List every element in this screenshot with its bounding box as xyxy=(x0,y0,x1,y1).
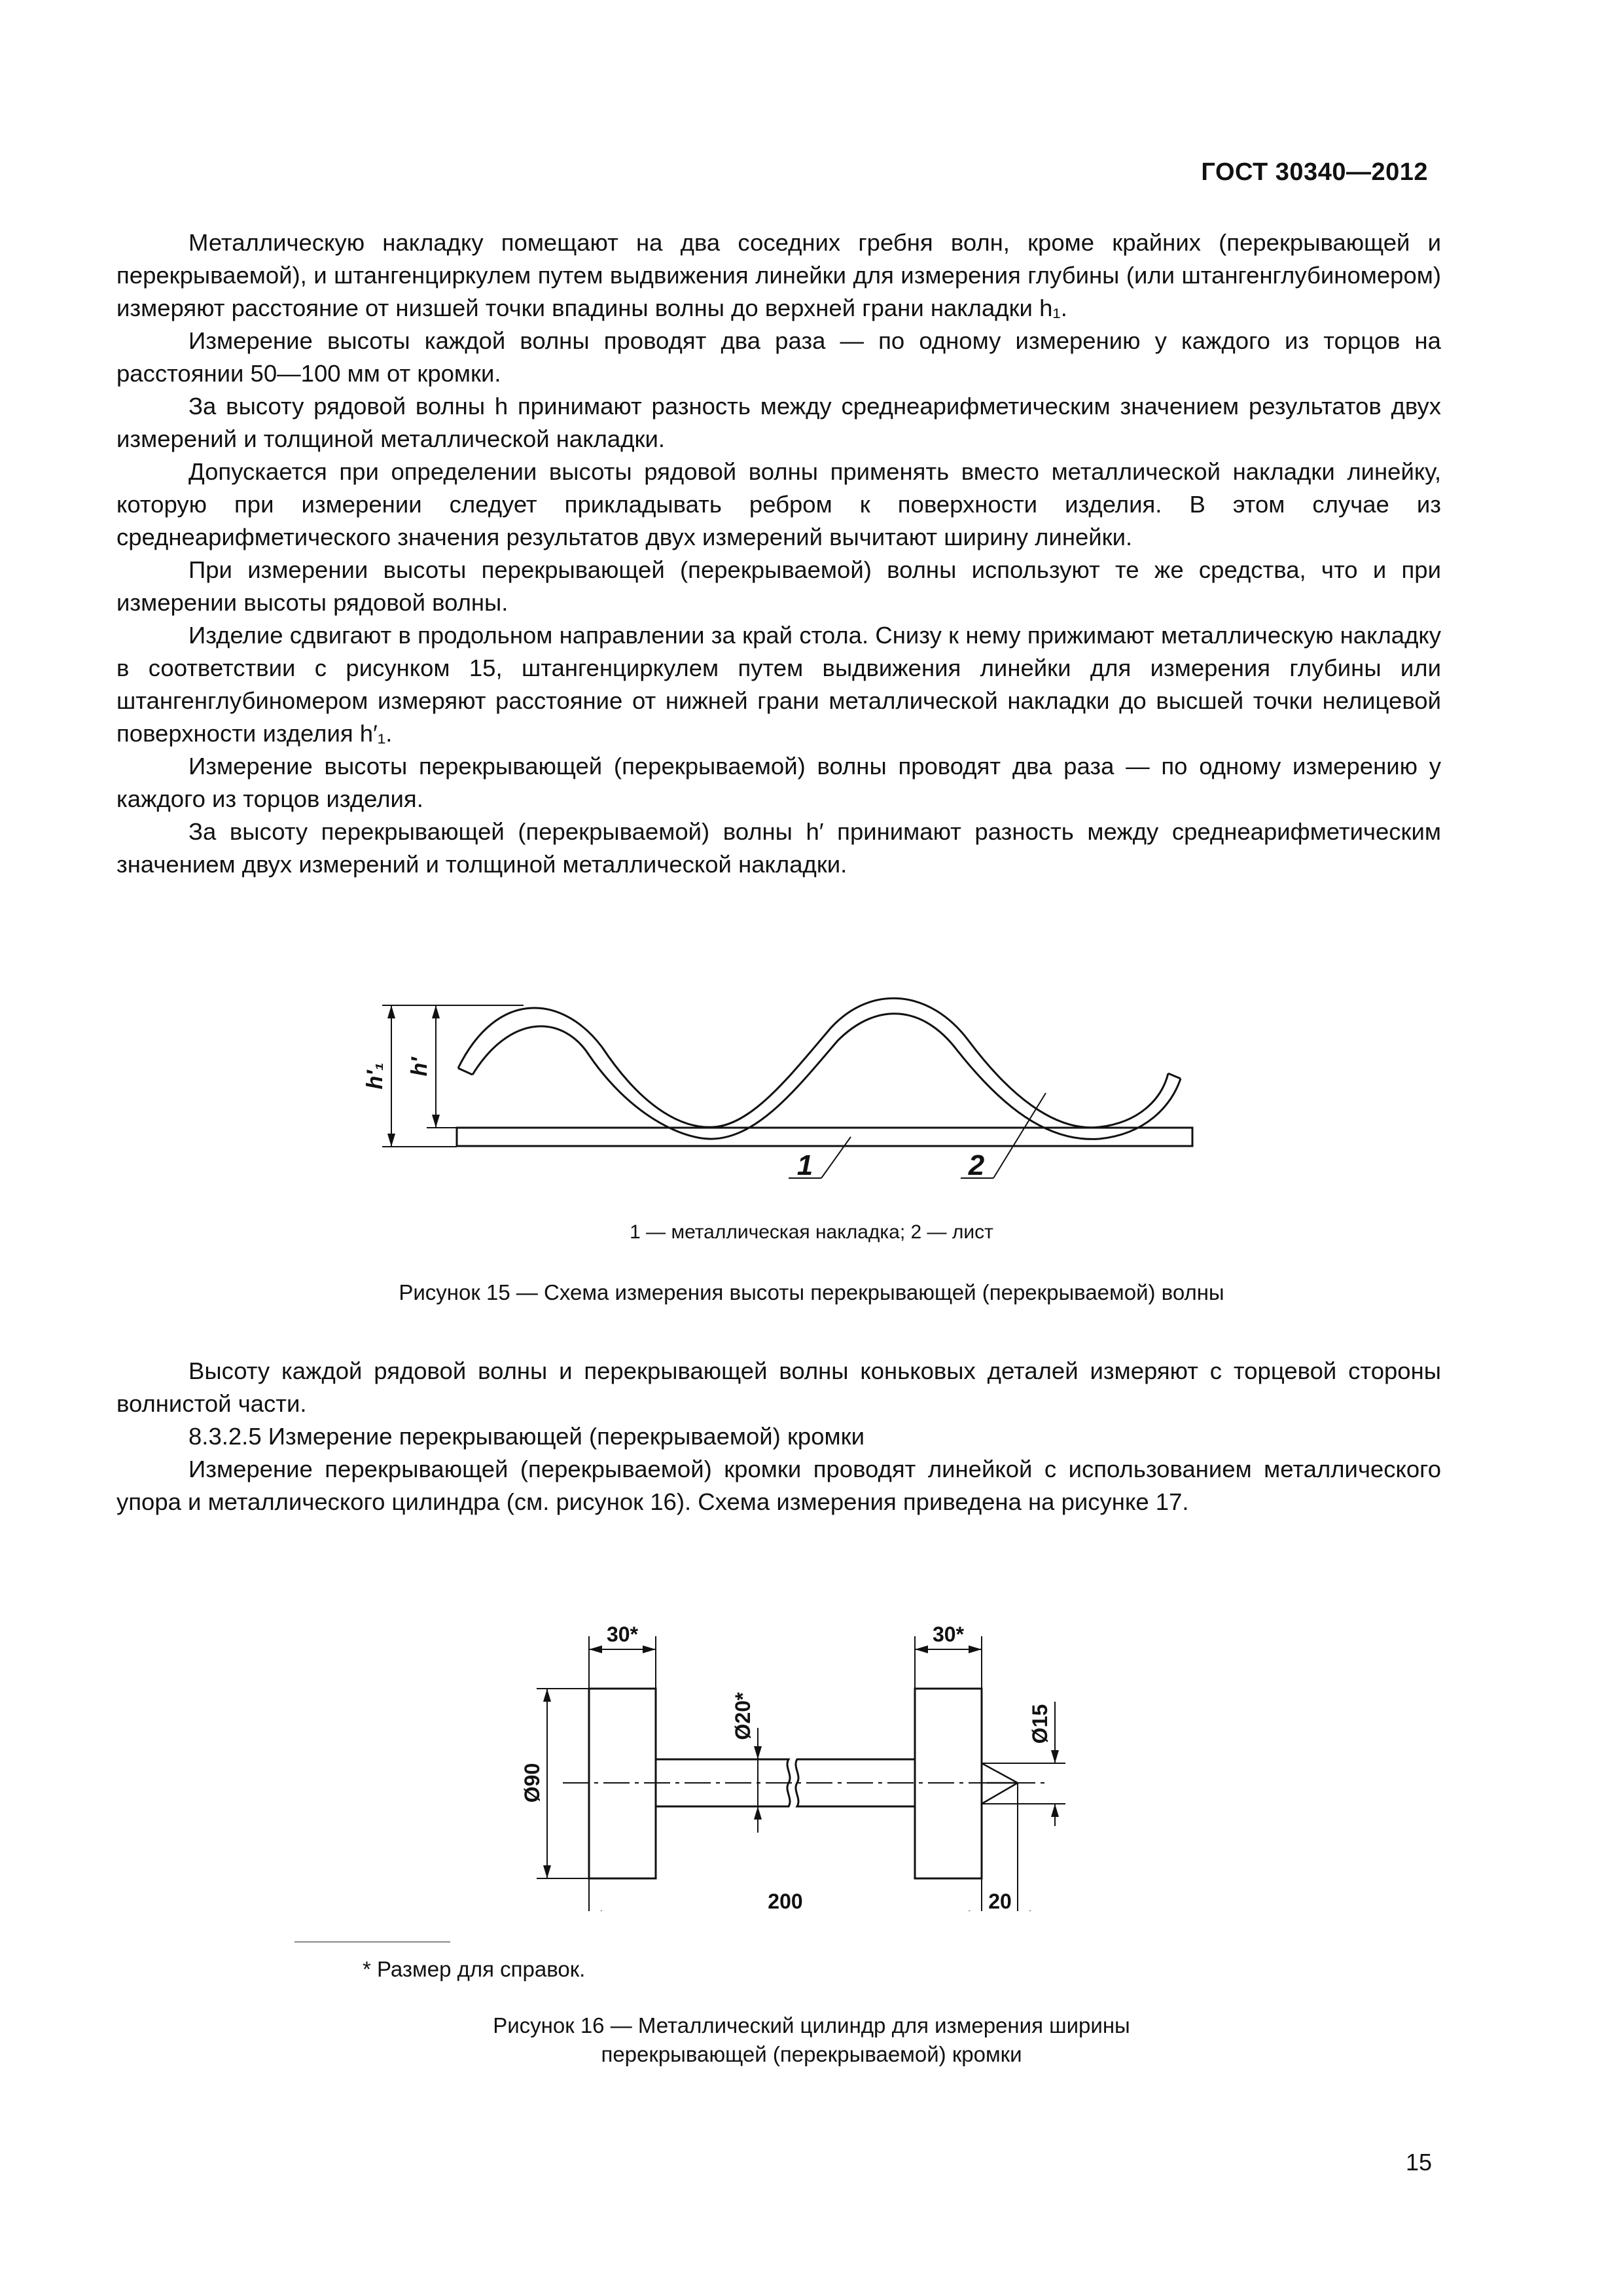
paragraph: Изделие сдвигают в продольном направлении за край стола. Снизу к нему прижимают металлическую накладку в соответствии с рисунком 15, штангенциркулем путем выдвижения линейки для измерения глубины или штангенглубиномером измеряют расстояние от нижней грани металлической накладки до высшей точки нелицевой поверхности изделия h′₁. xyxy=(116,622,1441,747)
dim-left-width: 30* xyxy=(606,1623,639,1646)
body-text-top xyxy=(116,226,1441,881)
paragraph: Измерение перекрывающей (перекрываемой) кромки проводят линейкой с использованием металлического упора и металлического цилиндра (см. рисунок 16). Схема измерения приведена на рисунке 17. xyxy=(116,1456,1441,1515)
figure-16-caption-line1: Рисунок 16 — Металлический цилиндр для измерения ширины xyxy=(493,2013,1130,2037)
paragraph: Металлическую накладку помещают на два соседних гребня волн, кроме крайних (перекрывающей и перекрываемой), и штангенциркулем путем выдвижения линейки для измерения глубины (или штангенглубиномером) измеряют расстояние от низшей точки впадины волны до верхней грани накладки h₁. xyxy=(116,229,1441,321)
label-h: h′ xyxy=(407,1057,432,1077)
figure-16-caption-line2: перекрывающей (перекрываемой) кромки xyxy=(601,2042,1022,2066)
wave-sheet-outer xyxy=(458,998,1168,1127)
paragraph: Измерение высоты перекрывающей (перекрываемой) волны проводят два раза — по одному измерению у каждого из торцов изделия. xyxy=(116,753,1441,812)
page-number: 15 xyxy=(1405,2149,1432,2176)
footnote-divider xyxy=(294,1941,450,1943)
dim-diameter-20: Ø20* xyxy=(731,1692,755,1740)
metal-plate xyxy=(457,1128,1192,1146)
dim-right-width: 30* xyxy=(932,1623,965,1646)
figure-15-wave-diagram xyxy=(353,962,1230,1224)
dim-length-20: 20 xyxy=(988,1890,1012,1911)
paragraph: Высоту каждой рядовой волны и перекрывающей волны коньковых деталей измеряют с торцевой стороны волнистой части. xyxy=(116,1357,1441,1417)
callout-2: 2 xyxy=(968,1149,985,1181)
section-heading: 8.3.2.5 Измерение перекрывающей (перекрываемой) кромки xyxy=(188,1423,865,1450)
dim-diameter-15: Ø15 xyxy=(1028,1704,1052,1744)
body-text-middle xyxy=(116,1355,1441,1518)
paragraph: При измерении высоты перекрывающей (перекрываемой) волны используют те же средства, что и при измерении высоты рядовой волны. xyxy=(116,556,1441,616)
standard-header: ГОСТ 30340—2012 xyxy=(1201,158,1428,186)
figure-16-cylinder-drawing xyxy=(497,1617,1086,1911)
figure-15-caption: Рисунок 15 — Схема измерения высоты перекрывающей (перекрываемой) волны xyxy=(399,1280,1224,1304)
figure-15-legend: 1 — металлическая накладка; 2 — лист xyxy=(630,1221,993,1243)
footnote: * Размер для справок. xyxy=(363,1957,586,1981)
paragraph: За высоту перекрывающей (перекрываемой) волны h′ принимают разность между среднеарифметическим значением двух измерений и толщиной металлической накладки. xyxy=(116,818,1441,878)
dim-diameter-90: Ø90 xyxy=(520,1763,544,1803)
label-h1: h′₁ xyxy=(363,1062,387,1090)
dim-length-200: 200 xyxy=(768,1890,803,1911)
paragraph: Допускается при определении высоты рядовой волны применять вместо металлической накладки линейку, которую при измерении следует прикладывать ребром к поверхности изделия. В этом случае из среднеарифметического значения результатов двух измерений вычитают ширину линейки. xyxy=(116,458,1441,550)
paragraph: За высоту рядовой волны h принимают разность между среднеарифметическим значением результатов двух измерений и толщиной металлической накладки. xyxy=(116,393,1441,452)
callout-1: 1 xyxy=(796,1149,813,1181)
paragraph: Измерение высоты каждой волны проводят два раза — по одному измерению у каждого из торцов на расстоянии 50—100 мм от кромки. xyxy=(116,327,1441,387)
